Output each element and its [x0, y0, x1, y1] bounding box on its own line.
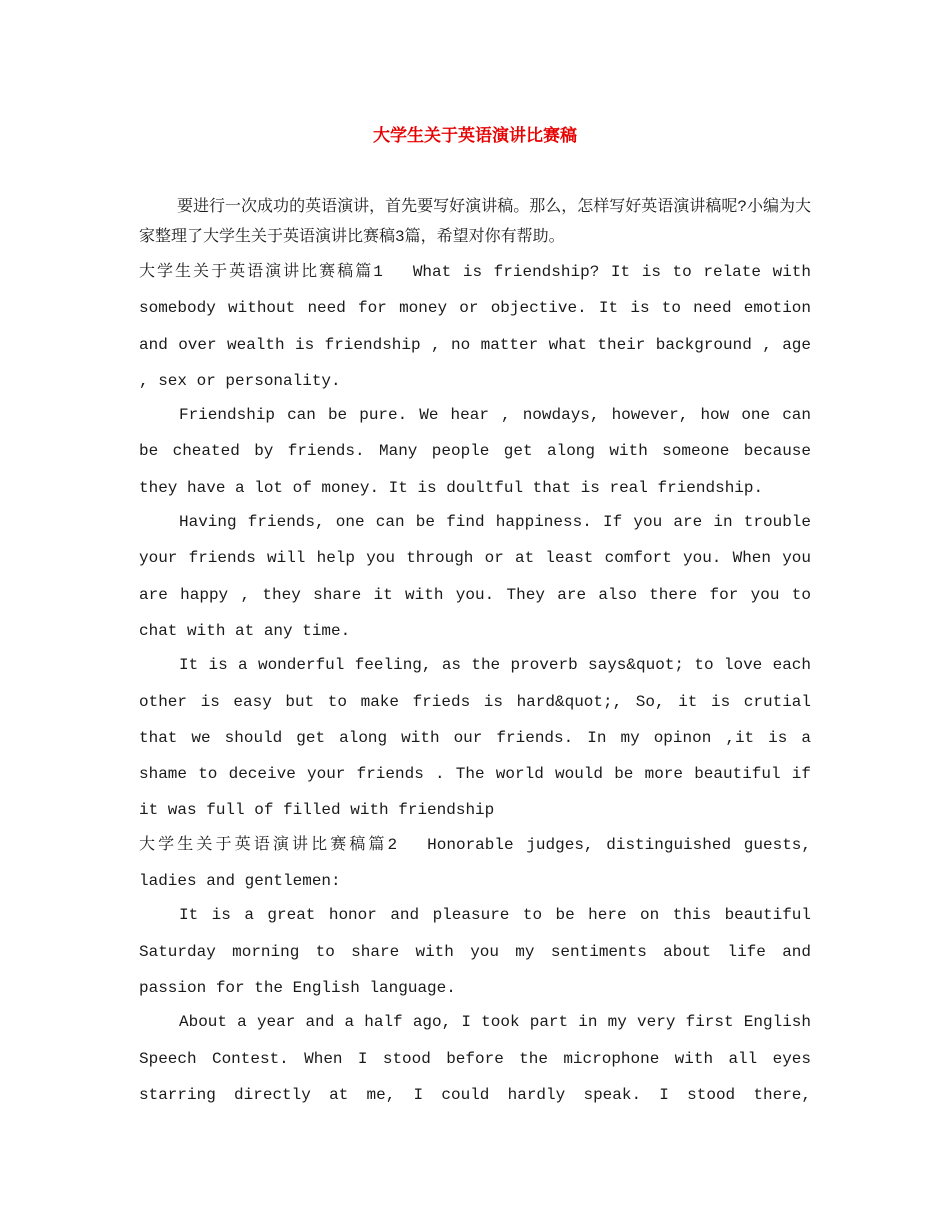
- section-1-heading: 大学生关于英语演讲比赛稿篇1: [139, 263, 383, 281]
- document-body: [139, 192, 811, 1113]
- section-2-heading: 大学生关于英语演讲比赛稿篇2: [139, 835, 398, 854]
- section-1-paragraph-4: It is a wonderful feeling, as the proverb says&quot; to love each other is easy but to make frieds is hard&quot;, So, it is crutial that we should get along with our friends. In my opinon ,it is a shame to deceive your friends . The world would be more beautiful if it was full of filled with friendship: [139, 656, 811, 820]
- section-1-first-paragraph: [139, 254, 811, 399]
- section-2-first-paragraph: [139, 827, 811, 900]
- intro-paragraph: 要进行一次成功的英语演讲，首先要写好演讲稿。那么，怎样写好英语演讲稿呢?小编为大家整理了大学生关于英语演讲比赛稿3篇，希望对你有帮助。: [139, 198, 811, 246]
- section-1-paragraph-1: What is friendship? It is to relate with somebody without need for money or objective. It is to need emotion and over wealth is friendship , no matter what their background , age , sex or personality.: [139, 263, 812, 390]
- section-2-paragraph-3: About a year and a half ago, I took part in my very first English Speech Contest. When I stood before the microphone with all eyes starring directly at me, I could hardly speak. I stood there,: [139, 1013, 811, 1104]
- section-2-paragraph-1: Honorable judges, distinguished guests, ladies and gentlemen:: [139, 835, 811, 891]
- section-2-paragraph-2: It is a great honor and pleasure to be here on this beautiful Saturday morning to share with you my sentiments about life and passion for the English language.: [139, 906, 811, 997]
- section-1-paragraph-3: Having friends, one can be find happiness. If you are in trouble your friends will help you through or at least comfort you. When you are happy , they share it with you. They are also there for you to chat with at any time.: [139, 513, 811, 640]
- section-1-paragraph-2: Friendship can be pure. We hear , nowdays, however, how one can be cheated by friends. Many people get along with someone because they have a lot of money. It is doultful that is real friendship.: [139, 406, 811, 497]
- document-title: 大学生关于英语演讲比赛稿: [373, 126, 577, 146]
